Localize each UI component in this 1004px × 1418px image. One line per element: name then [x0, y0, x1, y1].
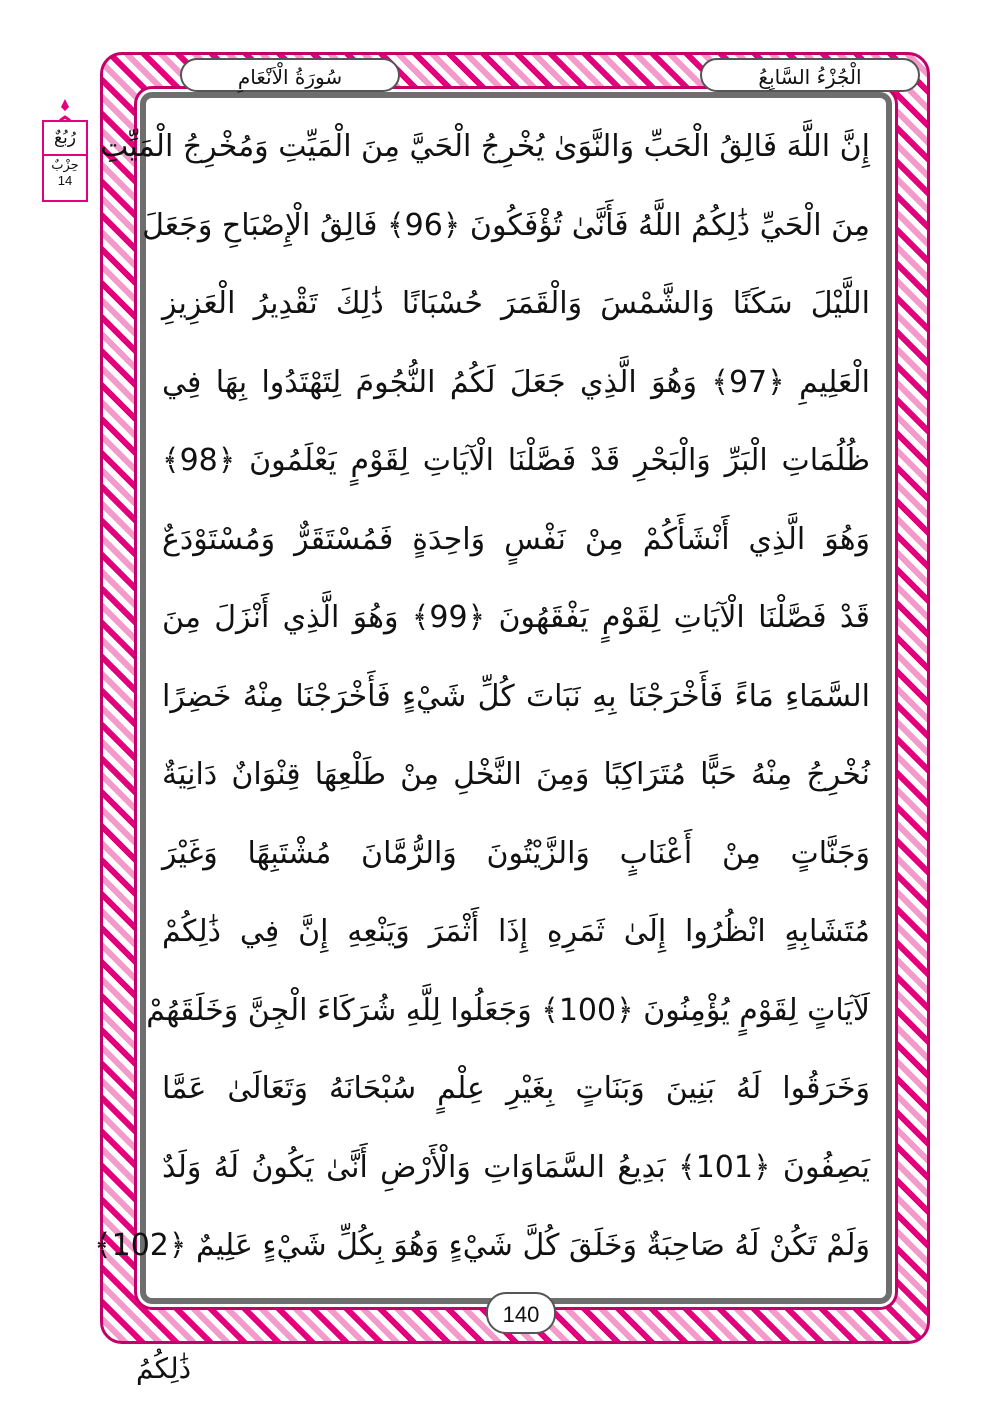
text-line: نُخْرِجُ مِنْهُ حَبًّا مُتَرَاكِبًا وَمِنَ النَّخْلِ مِنْ طَلْعِهَا قِنْوَانٌ دَانِيَةٌ: [162, 757, 870, 792]
quran-text: [94, 108, 876, 1288]
text-line: وَخَرَقُوا لَهُ بَنِينَ وَبَنَاتٍ بِغَيْرِ عِلْمٍ سُبْحَانَهُ وَتَعَالَىٰ عَمَّا: [162, 1071, 870, 1106]
surah-title: سُورَةُ الْاَنْعَامِ: [180, 58, 400, 92]
text-line: الْعَلِيمِ ﴿97﴾ وَهُوَ الَّذِي جَعَلَ لَكُمُ النُّجُومَ لِتَهْتَدُوا بِهَا فِي: [162, 364, 870, 400]
text-line: إِنَّ اللَّهَ فَالِقُ الْحَبِّ وَالنَّوَىٰ يُخْرِجُ الْحَيَّ مِنَ الْمَيِّتِ وَمُخْرِجُ الْمَيِّتِ: [99, 129, 870, 164]
juz-title: الْجُزْءُ السَّابِعُ: [700, 58, 920, 92]
catchword: ذَٰلِكُمُ: [136, 1352, 192, 1385]
text-line: ظُلُمَاتِ الْبَرِّ وَالْبَحْرِ قَدْ فَصَّلْنَا الْآيَاتِ لِقَوْمٍ يَعْلَمُونَ ﴿98﴾: [162, 443, 870, 478]
text-line: قَدْ فَصَّلْنَا الْآيَاتِ لِقَوْمٍ يَفْقَهُونَ ﴿99﴾ وَهُوَ الَّذِي أَنْزَلَ مِنَ: [162, 600, 870, 635]
page-number: 140: [486, 1292, 556, 1334]
hizb-label: حِزْبٌ: [44, 154, 86, 173]
text-line: السَّمَاءِ مَاءً فَأَخْرَجْنَا بِهِ نَبَاتَ كُلِّ شَيْءٍ فَأَخْرَجْنَا مِنْهُ خَضِرًا: [162, 678, 870, 714]
text-line: وَلَمْ تَكُنْ لَهُ صَاحِبَةٌ وَخَلَقَ كُلَّ شَيْءٍ وَهُوَ بِكُلِّ شَيْءٍ عَلِيمٌ ﴿102﴾: [94, 1228, 870, 1263]
hizb-rub-label: رُبُعٌ: [54, 128, 76, 148]
text-line: وَهُوَ الَّذِي أَنْشَأَكُمْ مِنْ نَفْسٍ وَاحِدَةٍ فَمُسْتَقَرٌّ وَمُسْتَوْدَعٌ: [162, 521, 870, 557]
text-line: اللَّيْلَ سَكَنًا وَالشَّمْسَ وَالْقَمَرَ حُسْبَانًا ذَٰلِكَ تَقْدِيرُ الْعَزِيزِ: [162, 286, 870, 321]
text-line: يَصِفُونَ ﴿101﴾ بَدِيعُ السَّمَاوَاتِ وَالْأَرْضِ أَنَّىٰ يَكُونُ لَهُ وَلَدٌ: [162, 1149, 870, 1185]
text-line: وَجَنَّاتٍ مِنْ أَعْنَابٍ وَالزَّيْتُونَ وَالرُّمَّانَ مُشْتَبِهًا وَغَيْرَ: [162, 835, 870, 871]
text-line: مِنَ الْحَيِّ ذَٰلِكُمُ اللَّهُ فَأَنَّىٰ تُؤْفَكُونَ ﴿96﴾ فَالِقُ الْإِصْبَاحِ وَجَعَلَ: [142, 207, 870, 243]
hizb-box: [42, 120, 88, 202]
hizb-number: 14: [57, 173, 73, 188]
text-line: مُتَشَابِهٍ انْظُرُوا إِلَىٰ ثَمَرِهِ إِذَا أَثْمَرَ وَيَنْعِهِ إِنَّ فِي ذَٰلِكُمْ: [162, 914, 870, 949]
text-line: لَآيَاتٍ لِقَوْمٍ يُؤْمِنُونَ ﴿100﴾ وَجَعَلُوا لِلَّهِ شُرَكَاءَ الْجِنَّ وَخَلَقَهُمْ: [146, 992, 870, 1028]
